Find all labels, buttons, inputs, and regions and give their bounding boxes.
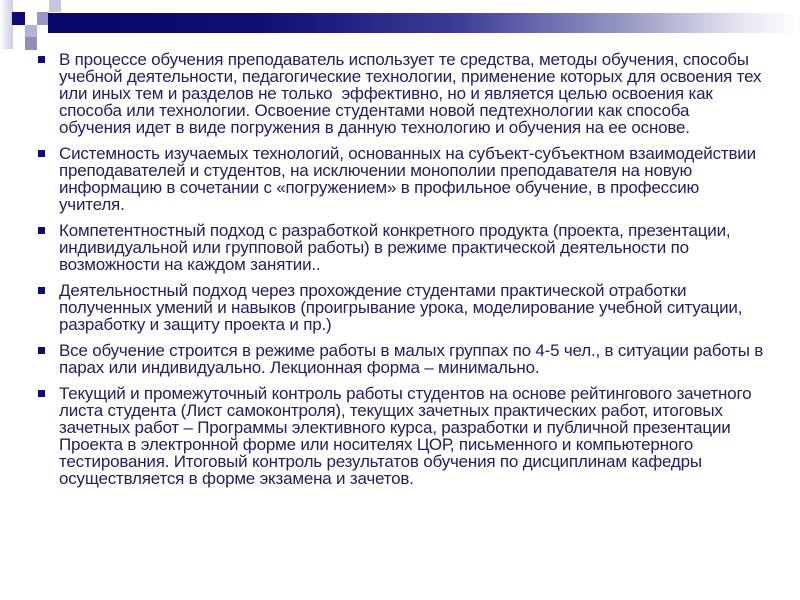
bullet-square-icon <box>38 287 45 294</box>
decor-square-periwinkle <box>25 37 37 50</box>
bullet-item <box>37 341 768 377</box>
bullet-text: Компетентностный подход с разработкой конкретного продукта (проекта, презентации, индивидуальной или групповой работы) в режиме практической деятельности по возможности на каждом занятии.. <box>59 221 735 274</box>
decor-square-navy <box>12 12 25 25</box>
bullet-square-icon <box>38 347 45 354</box>
bullet-item <box>37 222 764 273</box>
bullet-item <box>37 51 764 136</box>
bullet-text: Текущий и промежуточный контроль работы студентов на основе рейтингового зачетного листа студента (Лист самоконтроля), текущих зачетных практических работ, итоговых зачетных работ – Программы элективного курса, разработки и публичной презентации Проекта в электронной форме или носителях ЦОР, письменного и компьютерного тестирования. Итоговый контроль результатов обучения по дисциплинам кафедры осуществляется в форме экзамена и зачетов. <box>59 384 756 488</box>
decor-square-lavender <box>25 25 37 37</box>
bullet-list <box>37 50 768 496</box>
bullet-square-icon <box>38 150 45 157</box>
bullet-text: Все обучение строится в режиме работы в малых группах по 4-5 чел., в ситуации работы в парах или индивидуально. Лекционная форма – минимально. <box>59 341 768 377</box>
bullet-text: В процессе обучения преподаватель использует те средства, методы обучения, способы учебной деятельности, педагогические технологии, применение которых для освоения тех или иных тем и разделов не только эффективно, но и является целью освоения как способа или технологии. Освоение студентами новой педтехнологии как способа обучения идет в виде погружения в данную технологию и обучения на ее основе. <box>59 50 766 137</box>
bullet-square-icon <box>38 56 45 63</box>
bullet-square-icon <box>38 227 45 234</box>
bullet-text: Деятельностный подход через прохождение студентами практической отработки полученных умений и навыков (проигрывание урока, моделирование учебной ситуации, разработку и защиту проекта и пр.) <box>59 281 747 334</box>
decor-square-light <box>49 0 61 12</box>
bullet-item <box>37 385 764 487</box>
bullet-text: Системность изучаемых технологий, основанных на субъект-субъектном взаимодействии преподавателей и студентов, на исключении монополии преподавателя на новую информацию в сочетании с «погружением» в профильное обучение, в профессию учителя. <box>59 144 761 214</box>
bullet-square-icon <box>38 390 45 397</box>
header-bar <box>48 13 794 33</box>
bullet-item <box>37 282 764 333</box>
bullet-item <box>37 145 764 213</box>
